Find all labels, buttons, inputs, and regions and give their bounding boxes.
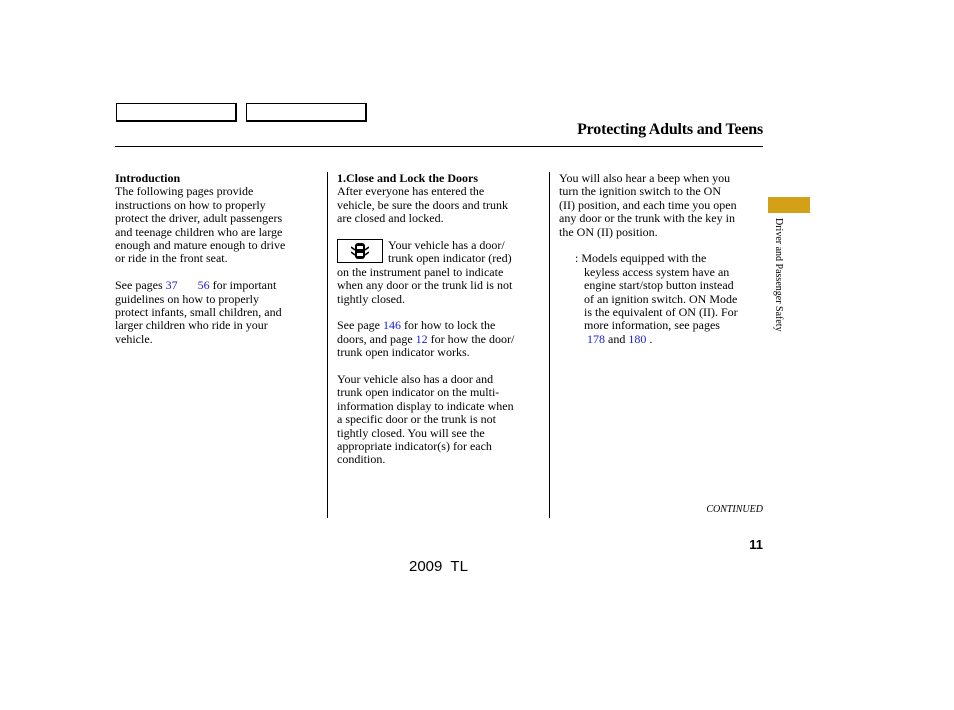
- text-line: protect the driver, adult passengers: [115, 211, 283, 226]
- text-line: engine start/stop button instead: [584, 278, 734, 293]
- text-line: tightly closed.: [337, 291, 405, 306]
- text-line: turn the ignition switch to the ON: [559, 184, 721, 199]
- nav-button-prev[interactable]: [116, 103, 237, 122]
- page-number: 11: [749, 537, 763, 552]
- page-link-178[interactable]: 178: [587, 331, 605, 346]
- text-line: You will also hear a beep when you: [559, 171, 731, 185]
- text-line: condition.: [337, 452, 386, 467]
- text-line: trunk open indicator (red): [388, 251, 512, 266]
- text-line: See pages 37 56 for important: [115, 278, 277, 293]
- text-line: protect infants, small children, and: [115, 305, 282, 320]
- nav-button-next[interactable]: [246, 103, 367, 122]
- column-introduction: [115, 172, 320, 346]
- page-link-180[interactable]: 180: [628, 331, 647, 346]
- text-line: trunk open indicator on the multi-: [337, 385, 500, 400]
- section-heading: 1.Close and Lock the Doors: [337, 171, 479, 185]
- text-line: a specific door or the trunk is not: [337, 412, 496, 427]
- section-side-label: Driver and Passenger Safety: [773, 218, 784, 332]
- door-open-car-icon: [337, 239, 383, 263]
- text-line: larger children who ride in your: [115, 318, 268, 333]
- text-line: vehicle, be sure the doors and trunk: [337, 197, 508, 212]
- text-line: keyless access system have an: [584, 264, 730, 279]
- text-line: doors, and page 12 for how the door/: [337, 331, 515, 346]
- page-link-37[interactable]: 37: [165, 278, 178, 293]
- text-line: is the equivalent of ON (II). For: [584, 305, 738, 320]
- text-line: : Models equipped with the: [575, 251, 707, 266]
- continued-label: CONTINUED: [706, 504, 763, 515]
- text-line: The following pages provide: [115, 184, 254, 199]
- text-line: Your vehicle has a door/: [388, 238, 505, 253]
- page-title: Protecting Adults and Teens: [577, 121, 763, 138]
- text-line: guidelines on how to properly: [115, 291, 259, 306]
- text-line: of an ignition switch. ON Mode: [584, 291, 738, 306]
- model-footer: 2009 TL: [409, 558, 468, 575]
- page-link-146[interactable]: 146: [382, 318, 401, 333]
- text-line: instructions on how to properly: [115, 197, 266, 212]
- page-link-12[interactable]: 12: [415, 331, 428, 346]
- text-line: enough and mature enough to drive: [115, 238, 286, 253]
- text-line: and teenage children who are large: [115, 224, 283, 239]
- text-line: information display to indicate when: [337, 398, 514, 413]
- text-line: Your vehicle also has a door and: [337, 372, 494, 387]
- text-line: 178 and 180 .: [587, 331, 653, 346]
- text-line: on the instrument panel to indicate: [337, 264, 504, 279]
- column-divider: [327, 172, 328, 518]
- text-line: appropriate indicator(s) for each: [337, 439, 492, 454]
- section-tab: [768, 197, 810, 213]
- column-divider: [549, 172, 550, 518]
- column-beep: [559, 172, 764, 346]
- text-line: See page 146 for how to lock the: [337, 318, 496, 333]
- column-doors: [337, 172, 542, 467]
- text-line: trunk open indicator works.: [337, 345, 470, 360]
- page-link-56[interactable]: 56: [197, 278, 210, 293]
- text-line: any door or the trunk with the key in: [559, 211, 735, 226]
- text-line: the ON (II) position.: [559, 224, 658, 239]
- text-line: tightly closed. You will see the: [337, 425, 485, 440]
- header-rule: [115, 146, 763, 147]
- text-line: (II) position, and each time you open: [559, 197, 737, 212]
- text-line: vehicle.: [115, 331, 153, 346]
- text-line: more information, see pages: [584, 318, 720, 333]
- text-line: or ride in the front seat.: [115, 251, 228, 266]
- text-line: when any door or the trunk lid is not: [337, 278, 513, 293]
- section-heading: Introduction: [115, 171, 181, 185]
- text-line: After everyone has entered the: [337, 184, 485, 199]
- text-line: are closed and locked.: [337, 211, 444, 226]
